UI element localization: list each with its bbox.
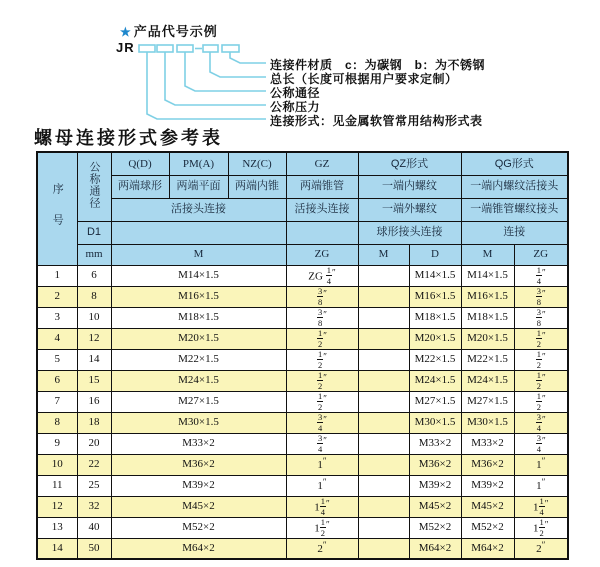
table-cell: 5 — [37, 349, 77, 370]
table-cell: 6 — [37, 370, 77, 391]
table-cell: 13 — [37, 517, 77, 538]
table-cell: 18 — [77, 412, 111, 433]
col-header-dn: 公称通径 — [77, 152, 111, 221]
table-cell: $\frac{1}{2}$ ″ — [286, 349, 358, 370]
table-cell: $\frac{1}{2}$ ″ — [514, 370, 568, 391]
code-box — [203, 45, 218, 52]
table-cell: 15 — [77, 370, 111, 391]
table-cell: M20×1.5 — [111, 328, 286, 349]
table-cell: M45×2 — [409, 496, 461, 517]
header-qg-taper-joint: 一端锥管螺纹接头 — [461, 198, 568, 221]
table-cell: M39×2 — [409, 475, 461, 496]
header-desc-qd: 两端球形 — [111, 175, 169, 198]
table-cell: $\frac{3}{4}$ ″ — [514, 433, 568, 454]
table-cell: M64×2 — [409, 538, 461, 559]
leader-line — [230, 52, 266, 63]
header-desc-nzc: 两端内锥 — [228, 175, 286, 198]
table-cell: M22×1.5 — [461, 349, 514, 370]
table-cell: 8 — [77, 286, 111, 307]
table-cell: 2 — [37, 286, 77, 307]
table-row — [37, 496, 568, 517]
table-cell: M36×2 — [111, 454, 286, 475]
diagram-title — [120, 21, 218, 40]
table-cell — [358, 433, 409, 454]
table-cell — [358, 454, 409, 475]
table-cell: M52×2 — [409, 517, 461, 538]
table-cell: M45×2 — [111, 496, 286, 517]
table-cell: M16×1.5 — [461, 286, 514, 307]
table-cell: 20 — [77, 433, 111, 454]
table-row — [37, 391, 568, 412]
table-cell: M14×1.5 — [111, 265, 286, 286]
table-cell: 1″ — [286, 454, 358, 475]
table-cell: 1″ — [286, 475, 358, 496]
col-header-nzc: NZ(C) — [228, 152, 286, 175]
table-cell: M45×2 — [461, 496, 514, 517]
header-blank — [111, 221, 286, 244]
col-header-seq: 序号 — [37, 152, 77, 265]
table-row — [37, 454, 568, 475]
leader-line — [165, 52, 266, 105]
header-gz-connect: 活接头连接 — [286, 198, 358, 221]
table-row — [37, 517, 568, 538]
table-cell: M33×2 — [461, 433, 514, 454]
table-cell: M18×1.5 — [461, 307, 514, 328]
table-row — [37, 412, 568, 433]
header-desc-qz: 一端内螺纹 — [358, 175, 461, 198]
table-cell: M64×2 — [461, 538, 514, 559]
table-row — [37, 265, 568, 286]
table-cell: M24×1.5 — [111, 370, 286, 391]
header-qz-m: M — [358, 244, 409, 265]
table-cell: M18×1.5 — [111, 307, 286, 328]
table-cell — [358, 391, 409, 412]
diagram-label-length: 总长（长度可根据用户要求定制） — [270, 72, 458, 86]
table-row — [37, 370, 568, 391]
table-cell: 1 $\frac{1}{2}$ ″ — [286, 517, 358, 538]
table-cell: $\frac{3}{4}$ ″ — [286, 433, 358, 454]
table-cell: M52×2 — [461, 517, 514, 538]
table-cell: $\frac{3}{4}$ ″ — [286, 412, 358, 433]
table-cell: 16 — [77, 391, 111, 412]
header-d1: D1 — [77, 221, 111, 244]
table-cell: 10 — [77, 307, 111, 328]
header-qg-zg: ZG — [514, 244, 568, 265]
col-header-qd: Q(D) — [111, 152, 169, 175]
table-cell — [358, 370, 409, 391]
table-cell: M36×2 — [409, 454, 461, 475]
star-icon: ★ — [120, 25, 132, 39]
table-cell: $\frac{3}{8}$ ″ — [514, 307, 568, 328]
table-cell: $\frac{3}{8}$ ″ — [514, 286, 568, 307]
diagram-label-material: 连接件材质 c：为碳钢 b：为不锈钢 — [270, 58, 486, 72]
table-row — [37, 349, 568, 370]
table-cell — [358, 265, 409, 286]
header-union-connect: 活接头连接 — [111, 198, 286, 221]
table-row — [37, 433, 568, 454]
table-cell: 4 — [37, 328, 77, 349]
table-cell: 12 — [37, 496, 77, 517]
diagram-title-text: 产品代号示例 — [133, 24, 218, 39]
header-qz-ball-connect: 球形接头连接 — [358, 221, 461, 244]
table-cell: 22 — [77, 454, 111, 475]
table-cell: 1 $\frac{1}{4}$ ″ — [286, 496, 358, 517]
table-cell — [358, 475, 409, 496]
table-cell: $\frac{1}{2}$ ″ — [514, 349, 568, 370]
header-desc-gz: 两端锥管 — [286, 175, 358, 198]
table-cell: $\frac{3}{4}$ ″ — [514, 412, 568, 433]
header-desc-pma: 两端平面 — [169, 175, 228, 198]
reference-table — [36, 151, 569, 560]
table-cell: M39×2 — [111, 475, 286, 496]
header-blank — [286, 221, 358, 244]
header-mm: mm — [77, 244, 111, 265]
table-cell — [358, 538, 409, 559]
table-cell — [358, 496, 409, 517]
table-row — [37, 475, 568, 496]
table-cell: 14 — [37, 538, 77, 559]
table-cell: $\frac{1}{2}$ ″ — [286, 328, 358, 349]
table-cell: M14×1.5 — [461, 265, 514, 286]
diagram-label-pressure: 公称压力 — [270, 100, 321, 114]
header-qg-m: M — [461, 244, 514, 265]
table-cell: 1″ — [514, 454, 568, 475]
table-cell: 50 — [77, 538, 111, 559]
table-cell: M18×1.5 — [409, 307, 461, 328]
table-cell: M20×1.5 — [461, 328, 514, 349]
table-cell: M39×2 — [461, 475, 514, 496]
table-cell: M14×1.5 — [409, 265, 461, 286]
header-qg-connect: 连接 — [461, 221, 568, 244]
table-cell: M33×2 — [409, 433, 461, 454]
table-cell: 14 — [77, 349, 111, 370]
code-box — [177, 45, 193, 52]
table-cell: 12 — [77, 328, 111, 349]
table-cell: 1 $\frac{1}{4}$ ″ — [514, 496, 568, 517]
table-cell: M52×2 — [111, 517, 286, 538]
code-box — [157, 45, 173, 52]
table-cell: $\frac{3}{8}$ ″ — [286, 307, 358, 328]
table-cell: $\frac{1}{2}$ ″ — [286, 391, 358, 412]
table-cell — [358, 349, 409, 370]
leader-line — [210, 52, 266, 77]
table-cell: M33×2 — [111, 433, 286, 454]
table-cell: 1 — [37, 265, 77, 286]
table-cell: 3 — [37, 307, 77, 328]
table-cell: 11 — [37, 475, 77, 496]
table-cell: $\frac{3}{8}$ ″ — [286, 286, 358, 307]
table-cell: 40 — [77, 517, 111, 538]
table-cell: M16×1.5 — [409, 286, 461, 307]
diagram-label-conn-form: 连接形式：见金属软管常用结构形式表 — [270, 114, 483, 128]
table-cell: M27×1.5 — [111, 391, 286, 412]
table-cell: M24×1.5 — [461, 370, 514, 391]
col-header-gz: GZ — [286, 152, 358, 175]
header-zg: ZG — [286, 244, 358, 265]
code-box — [222, 45, 239, 52]
col-header-pma: PM(A) — [169, 152, 228, 175]
table-row — [37, 307, 568, 328]
table-cell: $\frac{1}{2}$ ″ — [286, 370, 358, 391]
table-cell: M20×1.5 — [409, 328, 461, 349]
table-cell: 32 — [77, 496, 111, 517]
table-body — [37, 265, 568, 559]
table-cell: M30×1.5 — [409, 412, 461, 433]
table-cell: 25 — [77, 475, 111, 496]
table-cell: 1 $\frac{1}{2}$ ″ — [514, 517, 568, 538]
col-header-qg: QG形式 — [461, 152, 568, 175]
table-cell: M22×1.5 — [409, 349, 461, 370]
table-cell: M27×1.5 — [461, 391, 514, 412]
table-cell: 2″ — [286, 538, 358, 559]
table-cell: 7 — [37, 391, 77, 412]
header-m: M — [111, 244, 286, 265]
diagram-label-diameter: 公称通径 — [270, 86, 321, 100]
table-cell: 9 — [37, 433, 77, 454]
header-qz-ext-thread: 一端外螺纹 — [358, 198, 461, 221]
table-cell — [358, 286, 409, 307]
table-cell: $\frac{1}{4}$ ″ — [514, 265, 568, 286]
leader-line — [185, 52, 266, 91]
table-cell: 6 — [77, 265, 111, 286]
code-box — [139, 45, 155, 52]
table-row — [37, 328, 568, 349]
table-cell — [358, 412, 409, 433]
table-cell: $\frac{1}{2}$ ″ — [514, 391, 568, 412]
table-cell: 1″ — [514, 475, 568, 496]
table-cell — [358, 517, 409, 538]
table-cell: M30×1.5 — [461, 412, 514, 433]
table-cell: 8 — [37, 412, 77, 433]
table-cell — [358, 307, 409, 328]
table-title: 螺母连接形式参考表 — [34, 128, 223, 148]
table-cell: 10 — [37, 454, 77, 475]
code-prefix: JR — [116, 40, 135, 55]
table-cell: M36×2 — [461, 454, 514, 475]
table-cell: $\frac{1}{2}$ ″ — [514, 328, 568, 349]
table-cell: M27×1.5 — [409, 391, 461, 412]
table-cell — [358, 328, 409, 349]
header-desc-qg: 一端内螺纹活接头 — [461, 175, 568, 198]
table-cell: M64×2 — [111, 538, 286, 559]
table-cell: ZG $\frac{1}{4}$ ″ — [286, 265, 358, 286]
table-cell: M22×1.5 — [111, 349, 286, 370]
table-cell: M16×1.5 — [111, 286, 286, 307]
table-row — [37, 538, 568, 559]
table-cell: M24×1.5 — [409, 370, 461, 391]
header-qz-d: D — [409, 244, 461, 265]
table-cell: M30×1.5 — [111, 412, 286, 433]
table-cell: 2″ — [514, 538, 568, 559]
table-row — [37, 286, 568, 307]
col-header-qz: QZ形式 — [358, 152, 461, 175]
